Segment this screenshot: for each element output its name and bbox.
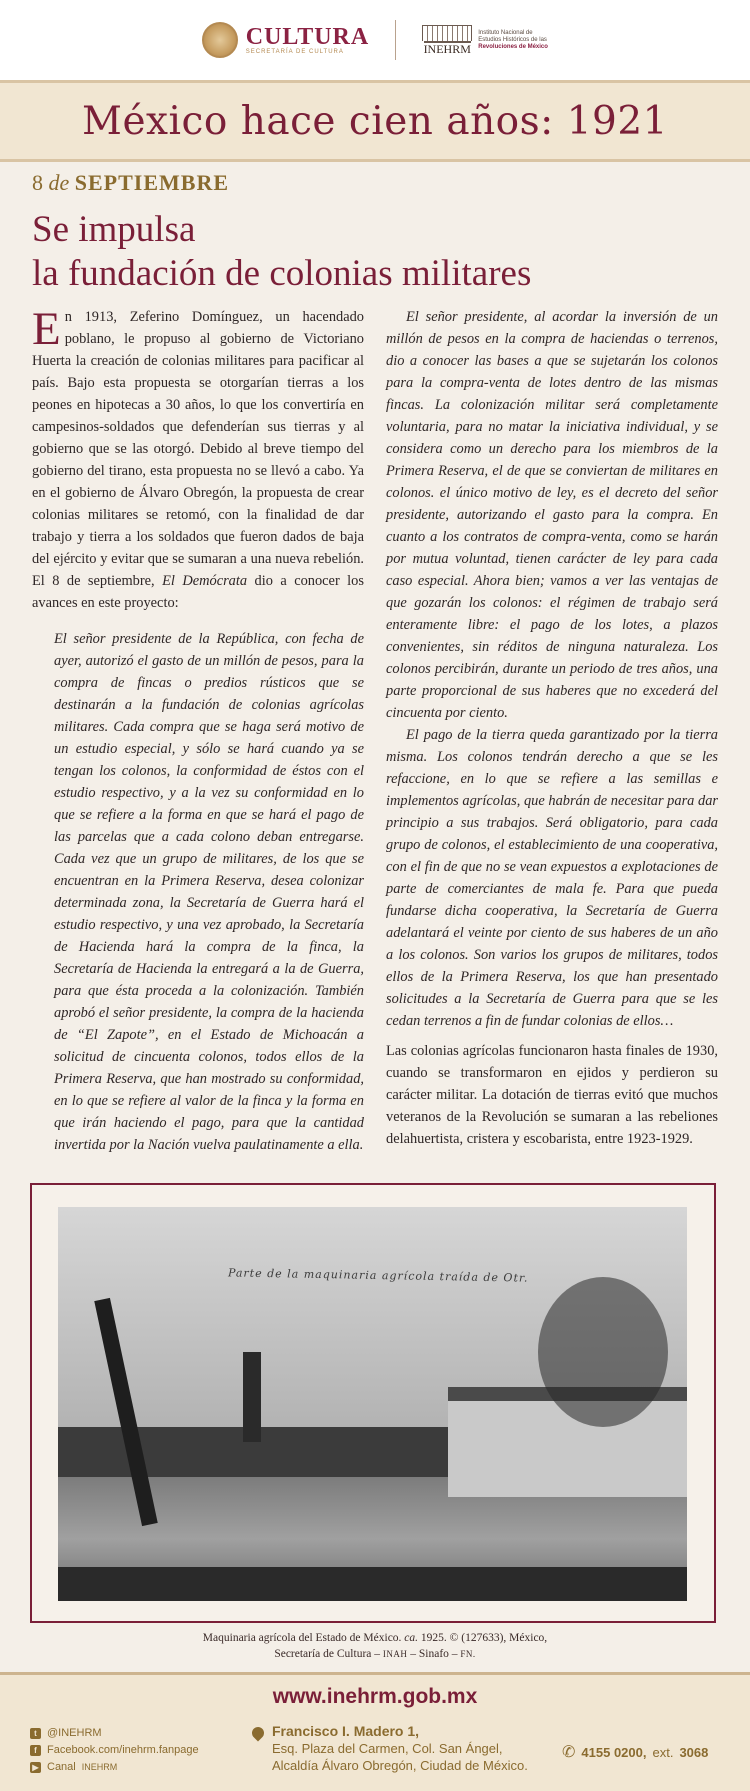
caption-fn: FN. (460, 1649, 476, 1659)
drop-cap: E (32, 303, 61, 355)
caption-text: Maquinaria agrícola del Estado de México. (202, 1632, 402, 1644)
caption-text: 1925. © (127633), México, (420, 1632, 548, 1644)
phone-block (562, 1742, 708, 1762)
article-title (32, 208, 722, 296)
cultura-title: CULTURA (245, 24, 370, 50)
title-banner (0, 80, 750, 162)
address-block (252, 1723, 528, 1774)
quote-paragraph-1: El señor presidente de la República, con fecha de ayer, autorizó el gasto de un millón de pesos, para la compra de fincas o predios rústicos que se destinarán a la fundación de colonias agrícolas militares. Cada compra que se haga será motivo de un estudio especial, y sólo se hará cuando ya se tengan los colonos, la conformidad de éstos con el estudio respectivo, y a la vez su conformidad en lo que se refiere a la forma en que se hará el pago de las parcelas que a cada colono deban entregarse. Cada vez que un grupo de militares, de los que se encuentran en la Primera Reserva, desea colonizar determinada zona, la Secretaría de Guerra hará el estudio respectivo, y una vez aprobado, la Secretaría de Hacienda hará la compra de la finca, la Secretaría de Hacienda la entregará a la de Guerra, para que ésta proceda a la colonización. También aprobó el señor presidente, la compra de la hacienda de “El Zapote”, en el Estado de Michoacán a solicitud de cincuenta colonos, todos ellos de la Primera Reserva, que han mostrado su conformidad, en lo que se refiere al valor de la finca y la forma en que irán haciendo el pago, para que la cantidad invertida por la Nación vuelva paulatinamente a ella. (54, 631, 364, 1153)
inehrm-desc-line: Estudios Históricos de las (478, 36, 547, 43)
cultura-subtitle: SECRETARÍA DE CULTURA (245, 49, 344, 55)
phone-icon: ✆ (562, 1744, 576, 1761)
photo-handwriting: Parte de la maquinaria agrícola traída de Otr. (227, 1266, 529, 1285)
location-pin-icon (250, 1725, 267, 1742)
right-column (386, 306, 718, 1150)
closing-paragraph: Las colonias agrícolas funcionaron hasta finales de 1930, cuando se transformaron en ejidos y perdieron su carácter militar. La dotación de tierras evitó que muchos veteranos de la Revolución se sumaran a las rebeliones delahuertista, cristera y escobarista, entre 1923-1929. (386, 1043, 718, 1147)
twitter-link[interactable] (30, 1725, 199, 1742)
address-street: Francisco I. Madero 1, (272, 1723, 420, 1739)
intro-end: dio a conocer los avances en este proyecto: (32, 573, 364, 611)
header-divider (395, 20, 396, 60)
social-links (30, 1725, 199, 1776)
youtube-icon: ▶ (30, 1762, 41, 1773)
caption-inah: INAH (382, 1649, 408, 1659)
date-de: de (48, 170, 70, 195)
youtube-link[interactable] (30, 1759, 199, 1776)
caption-circa: ca. (404, 1632, 419, 1644)
address-line: Esq. Plaza del Carmen, Col. San Ángel, (272, 1741, 503, 1756)
facebook-url: Facebook.com/inehrm.fanpage (47, 1744, 199, 1756)
inehrm-logo (422, 25, 548, 56)
machinery-tower (243, 1352, 261, 1442)
date-day: 8 (32, 170, 43, 195)
photo-caption (0, 1630, 750, 1662)
inehrm-word: INEHRM (423, 41, 471, 56)
inehrm-desc-line: Revoluciones de México (478, 43, 548, 50)
facebook-icon: f (30, 1745, 41, 1756)
facebook-link[interactable] (30, 1742, 199, 1759)
title-line-1: Se impulsa (32, 209, 196, 250)
address-line: Alcaldía Álvaro Obregón, Ciudad de México. (272, 1758, 528, 1773)
newspaper-name: El Demócrata (162, 573, 248, 589)
mexico-seal-icon (202, 22, 238, 58)
historical-photo (58, 1207, 687, 1601)
twitter-icon: t (30, 1728, 41, 1739)
youtube-prefix: Canal (47, 1761, 76, 1773)
tree-canopy (538, 1277, 668, 1427)
date-month: SEPTIEMBRE (74, 170, 230, 195)
photo-frame (30, 1183, 716, 1623)
page-header (0, 0, 750, 80)
title-line-2: la fundación de colonias militares (32, 253, 532, 294)
inehrm-description (478, 30, 548, 51)
caption-text: Secretaría de Cultura – (274, 1648, 381, 1660)
banner-title: México hace cien años: 1921 (82, 98, 668, 144)
left-column (32, 303, 364, 1156)
intro-text: n 1913, Zeferino Domínguez, un hacendado poblano, le propuso al gobierno de Victoriano Huerta la creación de colonias militares para pacificar al país. Bajo esta propuesta se otorgarían tierras a los peones en hipotecas a 30 años, lo que los convertiría en campesinos-soldados que defenderían sus tierras y al gobierno que se las otorgó. Debido al breve tiempo del gobierno del tirano, esta propuesta no se llevó a cabo. Ya en el gobierno de Álvaro Obregón, la propuesta de crear colonias militares se retomó, con la finalidad de dar trabajo y tierra a los soldados que fueron dados de baja del ejército y evitar que se sumaran a una nueva rebelión. El 8 de septiembre, (32, 309, 364, 589)
date-line (32, 170, 229, 196)
youtube-name: INEHRM (81, 1762, 118, 1772)
page-footer (0, 1672, 750, 1791)
phone-number: 4155 0200, (581, 1744, 647, 1760)
inehrm-desc-line: Instituto Nacional de (478, 29, 533, 36)
website-link[interactable]: www.inehrm.gob.mx (272, 1685, 478, 1708)
quote-paragraph-3: El pago de la tierra queda garantizado por la tierra misma. Los colonos tendrán derecho a que se les refaccione, en lo que se refiere a las semillas e implementos agrícolas, que habrán de necesitar para dar principio a sus trabajos. Será obligatorio, para cada grupo de colonos, el establecimiento de una cooperativa, con el fin de que no se vean expuestos a explotaciones de parte de comerciantes de mala fe. Para que pueda fundarse dicha cooperativa, la Secretaría de Guerra adelantará el veinte por ciento de sus haberes de un año a los colonos. Son varios los grupos de militares, todos ellos de la Primera Reserva, los que han presentado solicitudes a la Secretaría de Guerra para que se les cedan terrenos a fin de fundar colonias de ellos… (386, 727, 718, 1029)
quote-paragraph-2: El señor presidente, al acordar la inversión de un millón de pesos en la compra de haciendas o terrenos, dio a conocer las bases a que se sujetarán los colonos para la compra-venta de lotes dentro de las mismas fincas. La colonización militar será completamente voluntaria, para no matar la iniciativa individual, y se considera como un derecho para los miembros de la Primera Reserva, el de que se conviertan de militares en colonos. el único motivo de ley, es el decreto del señor presidente, autorizando el gasto para la compra. En cuanto a los contratos de compra-venta, como se harán por mutua voluntad, tienen carácter de ley para cada caso especial. Ahora bien; vamos a ver las ventajas de que gozarán los colonos: el régimen de trabajo será enteramente libre: el pago de los lotes, a plazos convenientes, sin réditos de ninguna naturaleza. Los colonos percibirán, durante un periodo de tres años, una parte proporcional de sus haberes que no excederá del cincuenta por ciento. (386, 309, 718, 721)
intro-paragraph (32, 303, 364, 614)
cultura-logo (202, 22, 369, 58)
caption-text: – Sinafo – (410, 1648, 458, 1660)
building-icon (422, 25, 472, 41)
phone-ext-label: ext. (652, 1744, 674, 1760)
phone-ext: 3068 (679, 1744, 709, 1760)
twitter-handle: @INEHRM (47, 1727, 102, 1739)
